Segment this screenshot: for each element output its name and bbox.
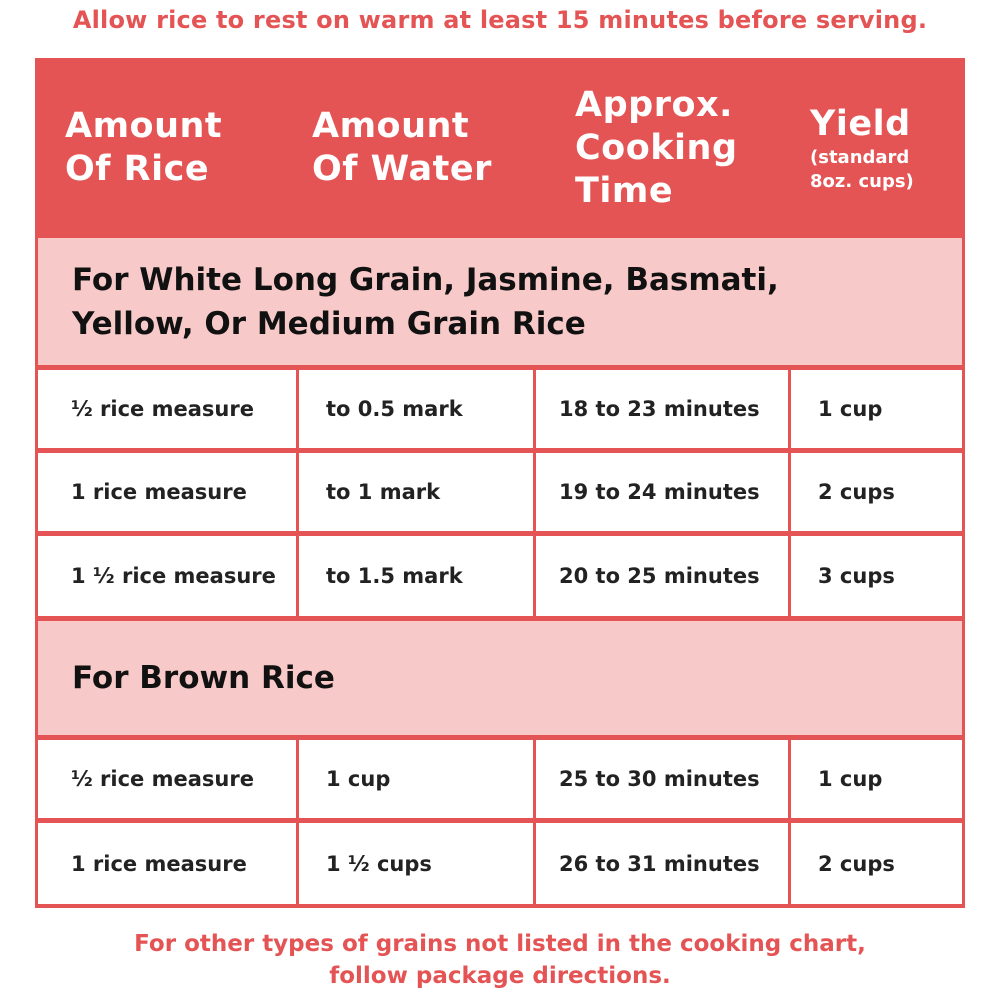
table-cell-time: 25 to 30 minutes <box>536 740 788 818</box>
header-line: Approx. <box>575 84 733 125</box>
header-amount-of-water <box>312 58 542 238</box>
table-cell-time: 19 to 24 minutes <box>536 453 788 531</box>
header-cooking-time <box>575 58 775 238</box>
grains-note-line: For other types of grains not listed in the cooking chart, <box>134 931 866 957</box>
header-line: Of Rice <box>65 149 210 189</box>
table-cell-time: 26 to 31 minutes <box>536 823 788 904</box>
table-cell-water: to 1.5 mark <box>299 536 533 616</box>
table-cell-yield: 3 cups <box>791 536 962 616</box>
section-brown-rice <box>38 621 962 735</box>
table-cell-rice: 1 rice measure <box>38 453 296 531</box>
table-cell-yield: 1 cup <box>791 740 962 818</box>
table-cell-water: to 0.5 mark <box>299 370 533 448</box>
header-line: Amount <box>312 106 470 146</box>
header-line: Yield <box>810 103 911 144</box>
section-title-line: For Brown Rice <box>72 660 335 696</box>
section-title-line: For White Long Grain, Jasmine, Basmati, <box>72 261 779 298</box>
table-cell-rice: ½ rice measure <box>38 370 296 448</box>
grains-note-line: follow package directions. <box>329 963 671 989</box>
grains-note <box>0 928 1000 992</box>
header-yield <box>810 58 960 238</box>
table-cell-water: 1 ½ cups <box>299 823 533 904</box>
header-amount-of-rice <box>65 58 285 238</box>
header-line: Time <box>575 170 674 211</box>
table-cell-rice: ½ rice measure <box>38 740 296 818</box>
header-line: Amount <box>65 106 223 146</box>
section-title <box>72 656 335 700</box>
section-title-line: Yellow, Or Medium Grain Rice <box>72 305 586 342</box>
section-title <box>72 258 779 346</box>
header-line: Of Water <box>312 149 492 189</box>
table-cell-water: to 1 mark <box>299 453 533 531</box>
table-cell-time: 18 to 23 minutes <box>536 370 788 448</box>
cooking-chart <box>35 58 965 908</box>
table-cell-rice: 1 rice measure <box>38 823 296 904</box>
table-cell-yield: 2 cups <box>791 823 962 904</box>
table-cell-yield: 2 cups <box>791 453 962 531</box>
table-cell-rice: 1 ½ rice measure <box>38 536 296 616</box>
header-subline: 8oz. cups) <box>810 170 914 192</box>
table-cell-time: 20 to 25 minutes <box>536 536 788 616</box>
header-subline: (standard <box>810 146 910 168</box>
table-cell-yield: 1 cup <box>791 370 962 448</box>
section-white-rice <box>38 238 962 365</box>
rest-instruction: Allow rice to rest on warm at least 15 minutes before serving. <box>72 6 928 34</box>
table-cell-water: 1 cup <box>299 740 533 818</box>
header-line: Cooking <box>575 127 738 168</box>
